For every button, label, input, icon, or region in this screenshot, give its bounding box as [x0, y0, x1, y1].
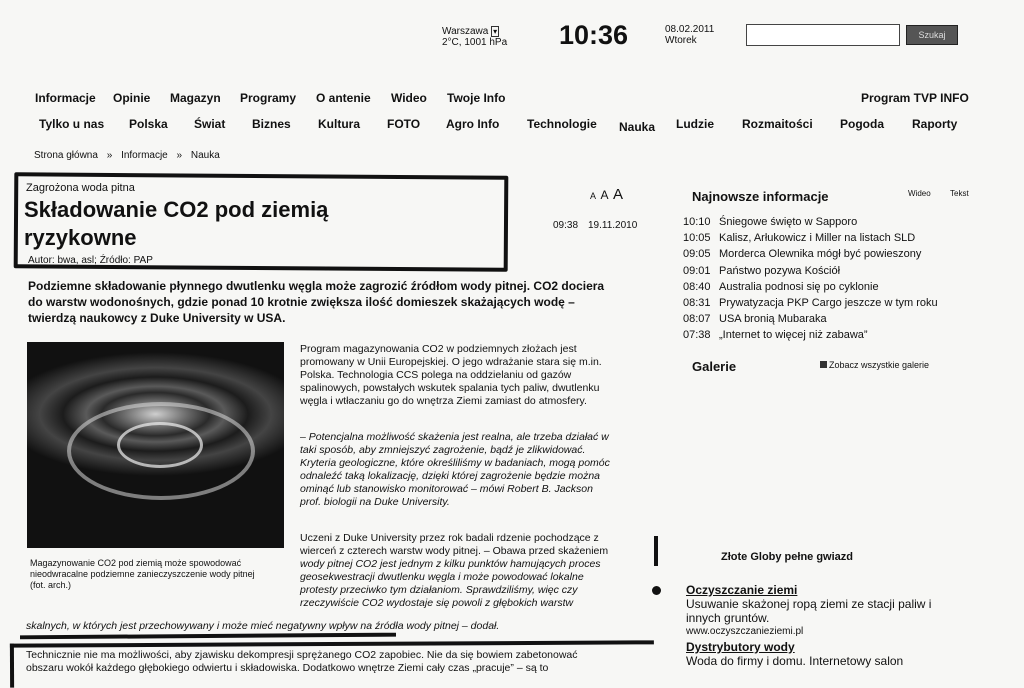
paragraph-line: geosekwestracji dwutlenku węgla i może powodować lokalne	[300, 571, 584, 583]
nav-item-twoje-info[interactable]: Twoje Info	[447, 91, 506, 105]
news-headline[interactable]: Australia podnosi się po cyklonie	[719, 280, 879, 293]
underline-marker	[20, 633, 396, 640]
breadcrumb-separator: »	[106, 150, 113, 161]
article-photo[interactable]	[27, 342, 284, 548]
nav-item-opinie[interactable]: Opinie	[113, 91, 151, 105]
paragraph-line: skalnych, w których jest przechowywany i może mieć negatywny wpływ na źródła wody pitnej – dodał.	[26, 620, 500, 632]
breadcrumb-separator: »	[176, 150, 183, 161]
news-headline[interactable]: „Internet to więcej niż zabawa”	[719, 329, 868, 342]
sponsored-link-title[interactable]: Oczyszczanie ziemi	[686, 583, 798, 597]
news-time: 10:05	[683, 232, 711, 245]
tab-video[interactable]: Wideo	[908, 189, 931, 198]
nav-item-informacje[interactable]: Informacje	[35, 91, 96, 105]
paragraph-line: wody pitnej CO2 jest jednym z kilku punktów hamujących proces	[300, 558, 601, 570]
nav-item-tylko-u-nas[interactable]: Tylko u nas	[39, 117, 105, 131]
caption-line: nieodwracalne podziemne zanieczyszczenie wody pitnej	[30, 569, 255, 579]
article-author: Autor: bwa, asl; Źródło: PAP	[28, 255, 153, 266]
article-paragraph	[26, 649, 646, 675]
sponsored-link-title[interactable]: Dystrybutory wody	[686, 640, 795, 654]
paragraph-line: prof. biologii na Duke University.	[300, 496, 450, 508]
font-size-large[interactable]: A	[612, 186, 623, 203]
nav-item-kultura[interactable]: Kultura	[318, 117, 360, 131]
margin-marker	[654, 536, 658, 566]
news-time: 08:31	[683, 297, 711, 310]
sponsored-link-text: Usuwanie skażonej ropą ziemi ze stacji paliw i	[686, 597, 932, 611]
article-paragraph	[300, 532, 652, 610]
paragraph-line: węgla i wtłaczaniu go do wnętrza Ziemi zamiast do atmosfery.	[300, 395, 587, 407]
news-item[interactable]	[683, 279, 938, 295]
nav-item-o-antenie[interactable]: O antenie	[316, 91, 371, 105]
nav-item-raporty[interactable]: Raporty	[912, 117, 958, 131]
sponsored-link-text: innych gruntów.	[686, 611, 770, 625]
all-galleries-label[interactable]: Zobacz wszystkie galerie	[829, 360, 930, 370]
article-time: 09:38	[553, 220, 579, 231]
tab-text[interactable]: Tekst	[950, 189, 969, 198]
nav-item-agro-info[interactable]: Agro Info	[446, 117, 500, 131]
news-time: 08:07	[683, 313, 711, 326]
paragraph-line: Kryteria geologiczne, które określiliśmy w badaniach, mogą pomóc	[300, 457, 610, 469]
sponsored-link-url[interactable]: www.oczyszczanieziemi.pl	[686, 626, 804, 637]
article-kicker: Zagrożona woda pitna	[26, 182, 135, 194]
all-galleries-link[interactable]	[820, 360, 929, 370]
caption-line: Magazynowanie CO2 pod ziemią może spowodować	[30, 558, 242, 568]
latest-news-list	[683, 214, 938, 344]
date: 08.02.2011	[665, 24, 715, 35]
news-time: 08:40	[683, 280, 711, 293]
news-headline[interactable]: Państwo pozywa Kościół	[719, 264, 841, 277]
weather-readout: 2°C, 1001 hPa	[442, 37, 508, 48]
clock: 10:36	[559, 20, 629, 50]
paragraph-line: rzeczywiście CO2 wydostaje się powoli z głębokich warstw	[300, 597, 574, 609]
nav-item-magazyn[interactable]: Magazyn	[170, 91, 221, 105]
sponsored-link[interactable]	[686, 583, 931, 639]
paragraph-line: Program magazynowania CO2 w podziemnych złożach jest	[300, 343, 577, 355]
news-headline[interactable]: Morderca Olewnika mógł być powieszony	[719, 248, 922, 261]
news-time: 09:01	[683, 264, 711, 277]
weather-widget	[442, 26, 507, 48]
breadcrumb	[34, 150, 226, 161]
news-item[interactable]	[683, 295, 938, 311]
nav-item-wideo[interactable]: Wideo	[391, 91, 427, 105]
news-headline[interactable]: Prywatyzacja PKP Cargo jeszcze w tym roku	[719, 297, 938, 310]
nav-item-pogoda[interactable]: Pogoda	[840, 117, 884, 131]
paragraph-line: promowany w Unii Europejskiej. O jego wdrażanie stara się m.in.	[300, 356, 602, 368]
article-title-line: Składowanie CO2 pod ziemią	[24, 197, 329, 222]
news-headline[interactable]: USA bronią Mubaraka	[719, 313, 827, 326]
news-item[interactable]	[683, 214, 938, 230]
nav-item-rozmaitosci[interactable]: Rozmaitości	[742, 117, 813, 131]
news-time: 07:38	[683, 329, 711, 342]
city-name: Warszawa	[442, 26, 489, 37]
arrow-icon	[820, 361, 827, 368]
lead-line: do warstw wodonośnych, gdzie ponad 10 krotnie zwiększa ilość domieszek skażających wodę –	[28, 295, 575, 309]
news-item[interactable]	[683, 263, 938, 279]
breadcrumb-home[interactable]: Strona główna	[34, 150, 98, 161]
nav-item-technologie[interactable]: Technologie	[527, 117, 597, 131]
font-size-small[interactable]: A	[590, 191, 597, 201]
news-item[interactable]	[683, 246, 938, 262]
sponsored-link-text: Woda do firmy i domu. Internetowy salon	[686, 654, 904, 668]
chevron-down-icon[interactable]: ▾	[493, 27, 498, 36]
nav-item-foto[interactable]: FOTO	[387, 117, 421, 131]
paragraph-line: protesty przeciwko tym działaniom. Sprawdziliśmy, więc czy	[300, 584, 578, 596]
news-time: 10:10	[683, 216, 711, 228]
paragraph-line: taki sposób, aby zmniejszyć zagrożenie, bądź je zlikwidować.	[300, 444, 586, 456]
weekday: Wtorek	[665, 35, 697, 46]
news-item[interactable]	[683, 311, 938, 327]
paragraph-line: ominąć lub stanowisko monitorować – mówi Robert B. Jackson	[300, 483, 593, 495]
article-title-line: ryzykowne	[24, 225, 137, 250]
nav-item-polska[interactable]: Polska	[129, 117, 168, 131]
paragraph-line: odnaleźć taką lokalizację, dzięki której zagrożenie będzie można	[300, 470, 600, 482]
nav-item-program-tvp-info[interactable]: Program TVP INFO	[861, 91, 969, 105]
news-item[interactable]	[683, 327, 938, 343]
paragraph-line: Technicznie nie ma możliwości, aby zjawisku dekompresji sprężanego CO2 zapobiec. Nie da się bowiem zabetonować	[26, 649, 578, 661]
nav-item-nauka[interactable]: Nauka	[619, 120, 656, 134]
article-quote	[300, 431, 652, 509]
nav-item-biznes[interactable]: Biznes	[252, 117, 291, 131]
paragraph-line: spalinowych, powstałych wskutek spalania tych paliw, dwutlenku	[300, 382, 600, 394]
paragraph-line: – Potencjalna możliwość skażenia jest realna, ale trzeba działać w	[300, 431, 609, 443]
caption-line: (fot. arch.)	[30, 580, 72, 590]
date-widget	[665, 24, 714, 46]
search-button[interactable]: Szukaj	[906, 25, 958, 45]
news-time: 09:05	[683, 248, 711, 261]
article-title	[24, 196, 328, 252]
paragraph-line: Polska. Technologia CCS polega na oddzielaniu od gazów	[300, 369, 572, 381]
margin-marker-dot	[652, 586, 661, 595]
latest-news-title: Najnowsze informacje	[692, 189, 829, 204]
sponsored-link[interactable]	[686, 640, 903, 668]
photo-caption	[30, 558, 285, 591]
article-date: 19.11.2010	[588, 220, 638, 231]
nav-item-ludzie[interactable]: Ludzie	[676, 117, 714, 131]
paragraph-line: obszaru wokół każdego głębokiego odwiertu i składowiska. Dodatkowo wnętrze Ziemi cały czas „pracuje” – są to	[26, 662, 549, 674]
lead-line: Podziemne składowanie płynnego dwutlenku węgla może zagrozić źródłom wody pitnej. CO2 dociera	[28, 279, 605, 293]
breadcrumb-informacje[interactable]: Informacje	[121, 150, 168, 161]
font-size-controls	[590, 186, 623, 204]
galleries-title: Galerie	[692, 359, 737, 374]
news-item[interactable]	[683, 230, 938, 246]
article-paragraph	[300, 343, 652, 408]
news-headline[interactable]: Śniegowe święto w Sapporo	[719, 216, 858, 228]
nav-item-programy[interactable]: Programy	[240, 91, 297, 105]
breadcrumb-nauka[interactable]: Nauka	[190, 150, 220, 161]
lead-line: twierdzą naukowcy z Duke University w USA.	[28, 311, 286, 325]
paragraph-line: wierceń z czterech warstw wody pitnej. – Obawa przed skażeniem	[300, 545, 609, 557]
nav-item-swiat[interactable]: Świat	[194, 117, 226, 131]
gallery-item-title[interactable]: Złote Globy pełne gwiazd	[721, 551, 854, 563]
news-headline[interactable]: Kalisz, Arłukowicz i Miller na listach SLD	[719, 232, 916, 245]
paragraph-line: Uczeni z Duke University przez rok badali rdzenie pochodzące z	[300, 532, 599, 544]
search-input[interactable]	[746, 24, 900, 46]
font-size-medium[interactable]: A	[600, 188, 609, 202]
article-lead	[28, 278, 648, 326]
